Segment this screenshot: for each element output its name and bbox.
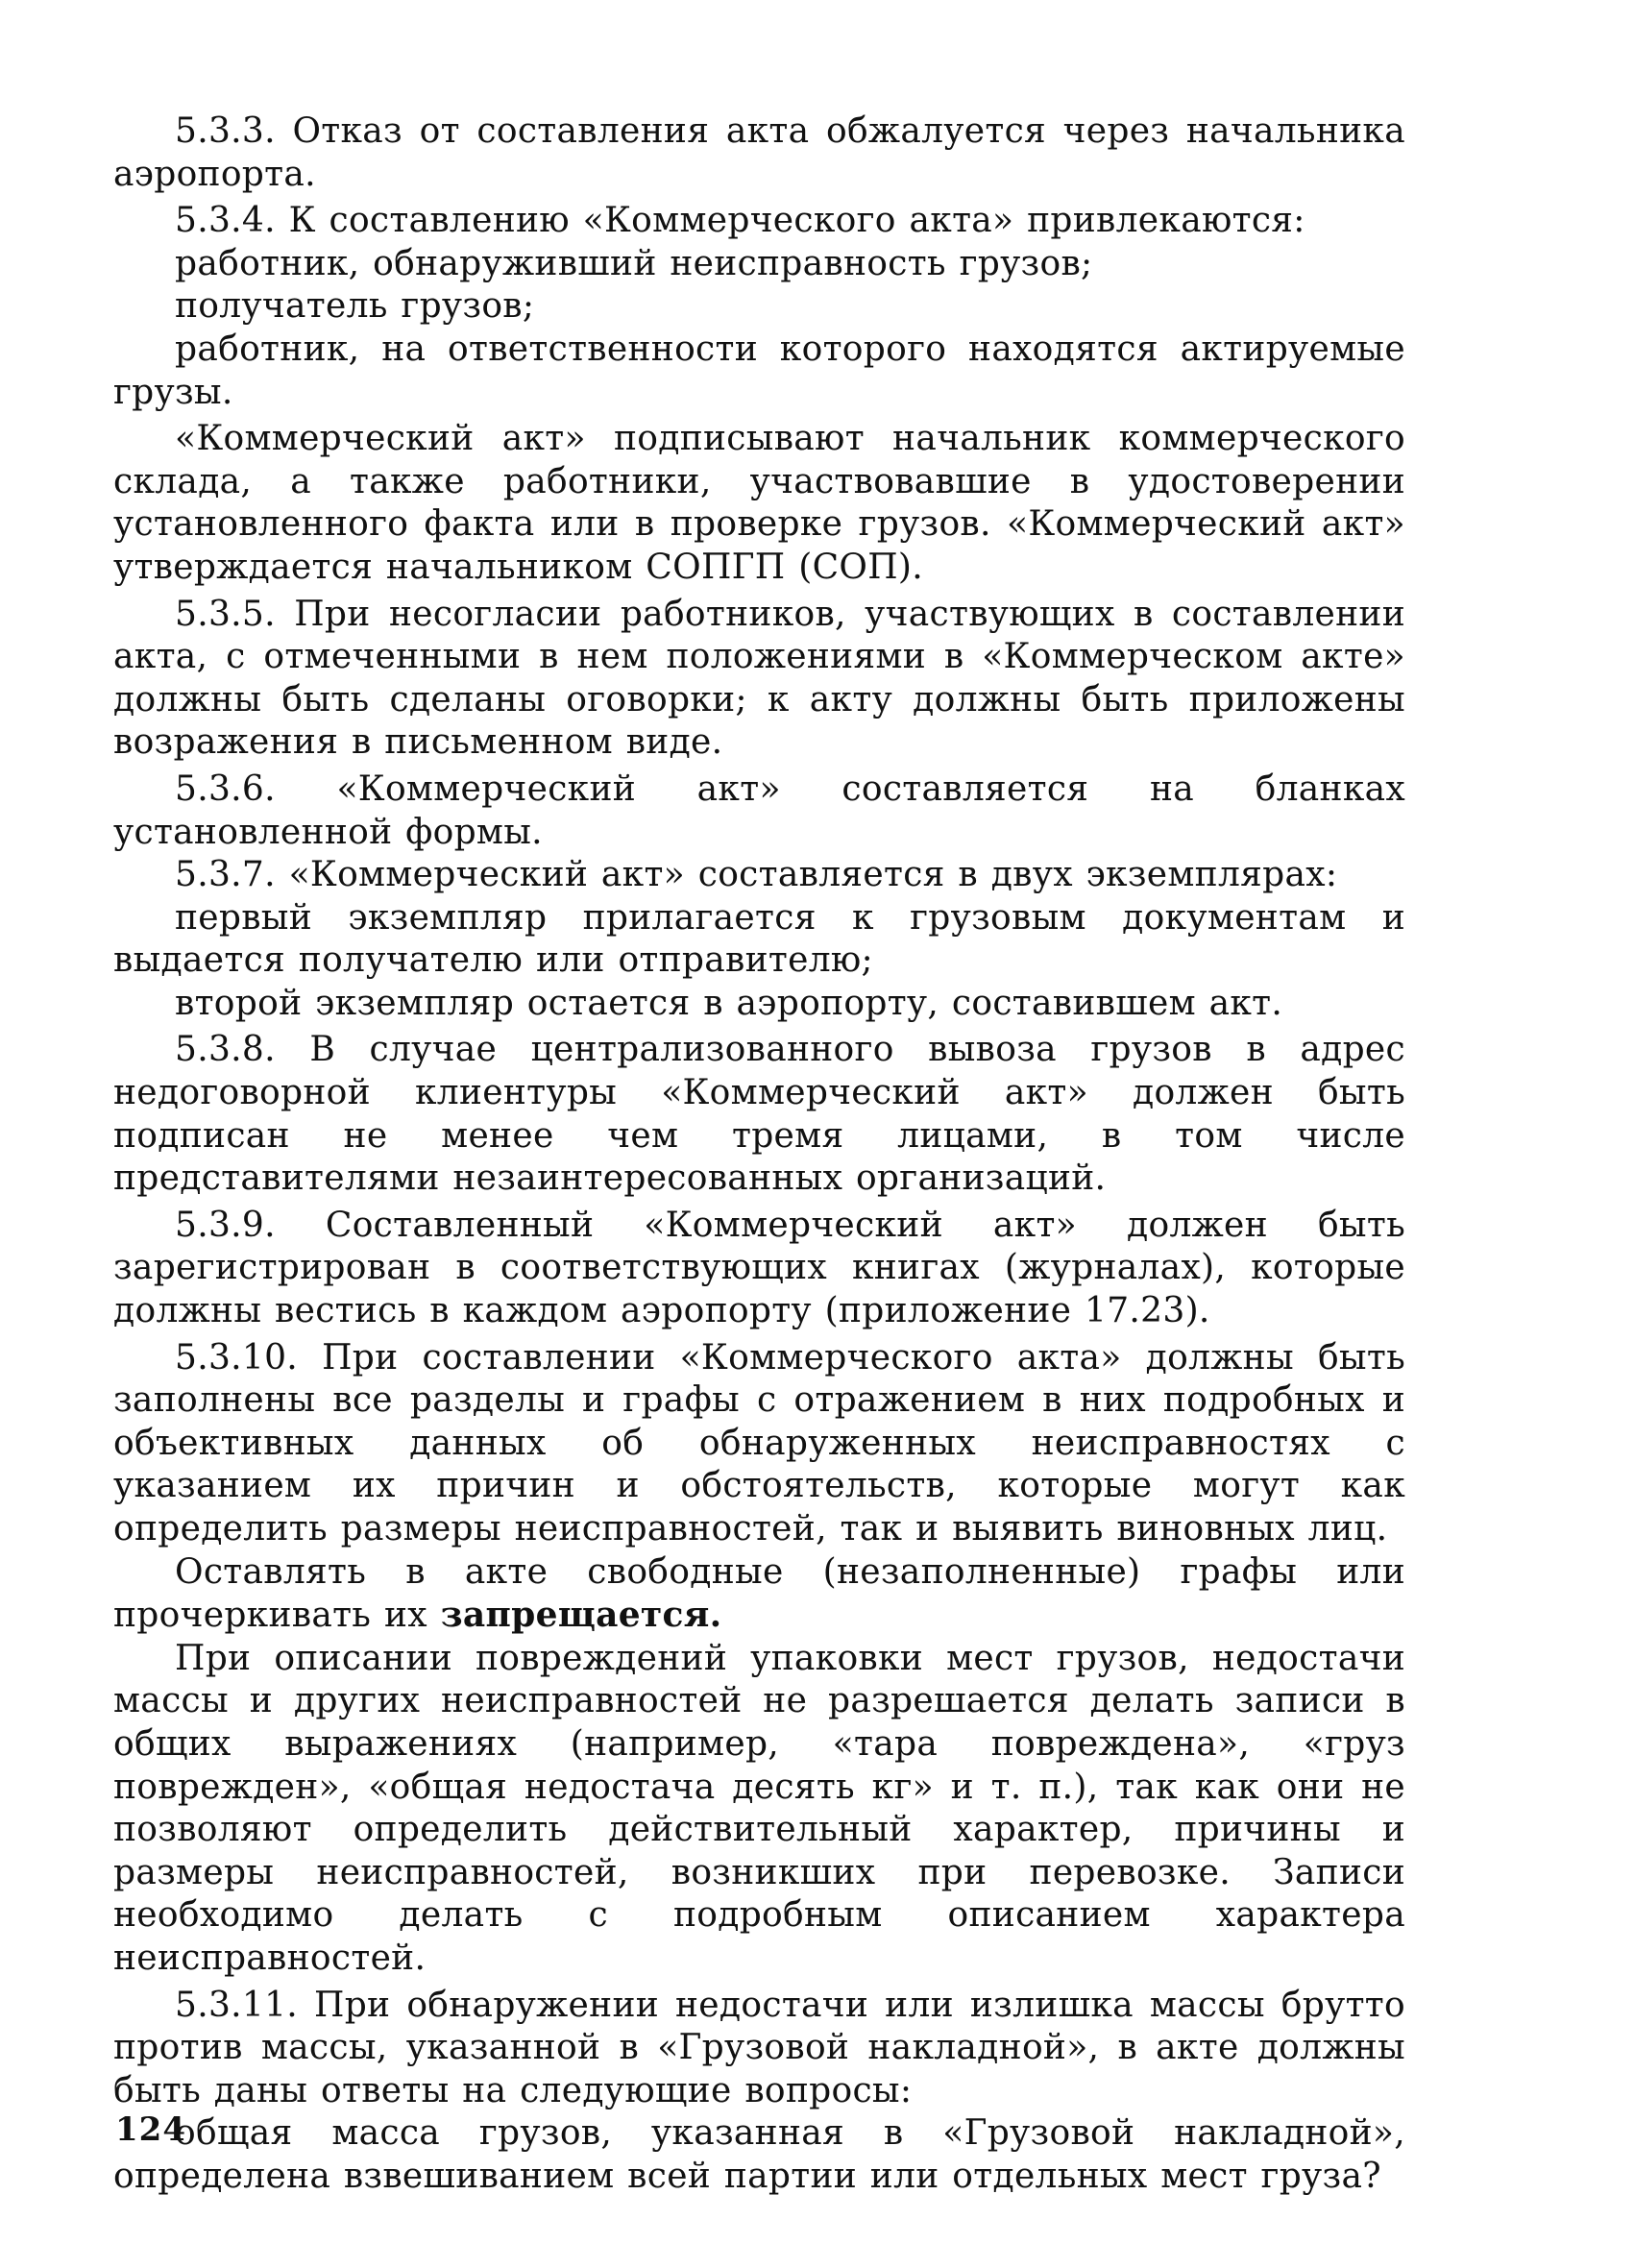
paragraph-damage-description: При описании повреждений упаковки мест грузов, недостачи массы и других неисправностей не разрешается делать записи в общих выражениях (например, «тара повреждена», «груз поврежден», «общая недостача десять кг» и т. п.), так как они не позволяют определить действительный характер, причины и размеры неисправностей, возникших при перевозке. Записи необходимо делать с подробным описанием характера неисправностей. bbox=[113, 1638, 1405, 1978]
list-item-worker: работник, обнаруживший неисправность грузов; bbox=[175, 243, 1093, 283]
page-number: 124 bbox=[115, 2110, 186, 2149]
paragraph-5-3-6: 5.3.6. «Коммерческий акт» составляется на бланках установленной формы. bbox=[113, 768, 1405, 852]
paragraph-prohibition bbox=[113, 1551, 1405, 1638]
prohibition-text: Оставлять в акте свободные (незаполненные) графы или прочеркивать их bbox=[113, 1551, 1405, 1636]
document-page bbox=[113, 110, 1405, 2199]
paragraph-5-3-9: 5.3.9. Составленный «Коммерческий акт» должен быть зарегистрирован в соответствующих книгах (журналах), которые должны вестись в каждом аэропорту (приложение 17.23). bbox=[113, 1205, 1405, 1331]
paragraph-5-3-10: 5.3.10. При составлении «Коммерческого акта» должны быть заполнены все разделы и графы с отражением в них подробных и объективных данных об обнаруженных неисправностях с указанием их причин и обстоятельств, которые могут как определить размеры неисправностей, так и выявить виновных лиц. bbox=[113, 1337, 1405, 1549]
list-item-first-copy: первый экземпляр прилагается к грузовым документам и выдается получателю или отправителю; bbox=[113, 897, 1405, 981]
prohibition-emphasis: запрещается. bbox=[440, 1595, 722, 1636]
list-item-responsible-worker: работник, на ответственности которого находятся актируемые грузы. bbox=[113, 329, 1405, 412]
paragraph-5-3-11: 5.3.11. При обнаружении недостачи или излишка массы брутто против массы, указанной в «Грузовой накладной», в акте должны быть даны ответы на следующие вопросы: bbox=[113, 1985, 1405, 2110]
paragraph-signatures: «Коммерческий акт» подписывают начальник коммерческого склада, а также работники, участвовавшие в удостоверении установленного факта или в проверке грузов. «Коммерческий акт» утверждается начальником СОПГП (СОП). bbox=[113, 419, 1405, 587]
paragraph-5-3-7: 5.3.7. «Коммерческий акт» составляется в двух экземплярах: bbox=[175, 855, 1338, 895]
list-item-second-copy: второй экземпляр остается в аэропорту, составившем акт. bbox=[175, 983, 1283, 1023]
paragraph-5-3-8: 5.3.8. В случае централизованного вывоза грузов в адрес недоговорной клиентуры «Коммерческий акт» должен быть подписан не менее чем тремя лицами, в том числе представителями незаинтересованных организаций. bbox=[113, 1030, 1405, 1199]
list-item-recipient: получатель грузов; bbox=[175, 286, 535, 327]
paragraph-5-3-5: 5.3.5. При несогласии работников, участвующих в составлении акта, с отмеченными в нем положениями в «Коммерческом акте» должны быть сделаны оговорки; к акту должны быть приложены возражения в письменном виде. bbox=[113, 594, 1405, 763]
paragraph-5-3-3: 5.3.3. Отказ от составления акта обжалуется через начальника аэропорта. bbox=[113, 111, 1405, 194]
question-total-mass: общая масса грузов, указанная в «Грузовой накладной», определена взвешиванием всей партии или отдельных мест груза? bbox=[113, 2113, 1405, 2196]
paragraph-5-3-4: 5.3.4. К составлению «Коммерческого акта» привлекаются: bbox=[175, 201, 1305, 241]
